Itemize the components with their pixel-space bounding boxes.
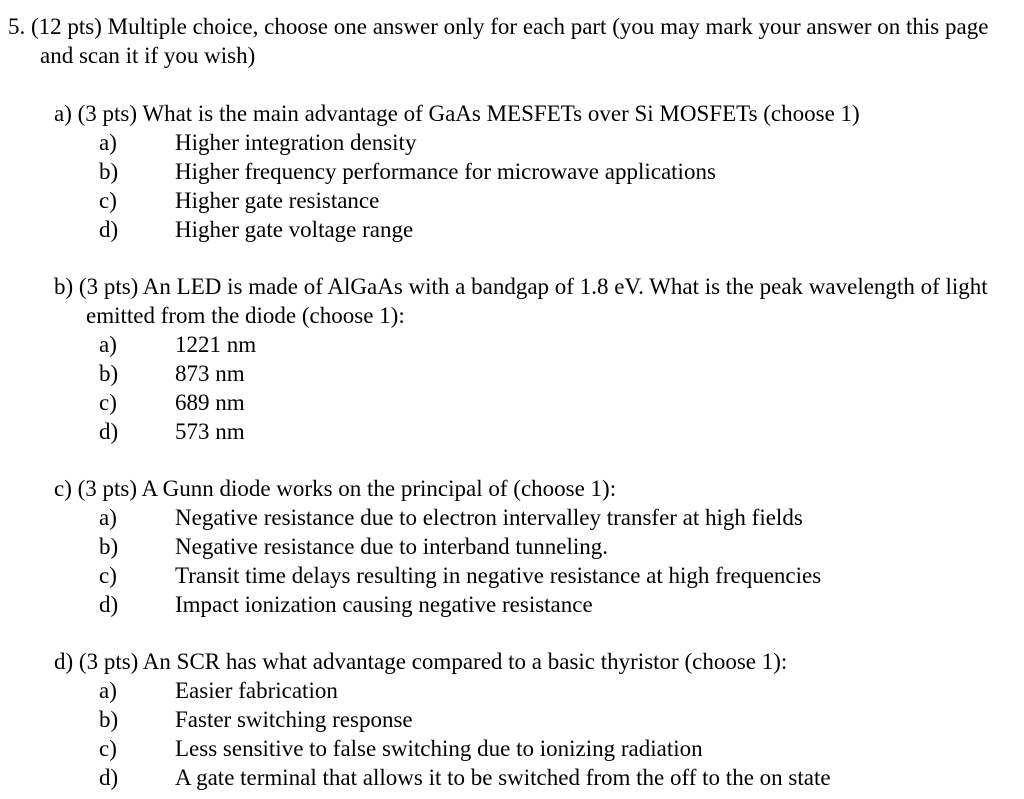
option-letter: c) [99,188,117,213]
option-text: Transit time delays resulting in negative resistance at high frequencies [175,563,822,588]
option-text: Faster switching response [175,707,413,732]
answer-option[interactable] [8,186,1008,215]
option-letter: c) [99,390,117,415]
option-text: 689 nm [175,390,245,415]
document [8,12,1008,792]
answer-option[interactable] [8,417,1008,446]
option-letter: c) [99,563,117,588]
option-text: Impact ionization causing negative resistance [175,592,593,617]
option-letter: a) [99,678,117,703]
option-text: Less sensitive to false switching due to ionizing radiation [175,736,703,761]
answer-option[interactable] [8,215,1008,244]
option-letter: d) [99,592,119,617]
option-letter: c) [99,736,117,761]
answer-option[interactable] [8,734,1008,763]
option-letter: a) [99,332,117,357]
question-header: 5. (12 pts) Multiple choice, choose one answer only for each part (you may mark your answer on this page and scan it if you wish) [8,14,989,68]
option-text: Negative resistance due to interband tunneling. [175,534,609,559]
answer-option[interactable] [8,676,1008,705]
option-text: 873 nm [175,361,245,386]
answer-option[interactable] [8,330,1008,359]
option-text: 1221 nm [175,332,257,357]
option-text: A gate terminal that allows it to be switched from the off to the on state [175,765,831,790]
answer-option[interactable] [8,359,1008,388]
answer-option[interactable] [8,561,1008,590]
option-letter: d) [99,217,119,242]
answer-option[interactable] [8,157,1008,186]
option-letter: b) [99,159,119,184]
option-text: Negative resistance due to electron intervalley transfer at high fields [175,505,803,530]
option-letter: b) [99,361,119,386]
answer-option[interactable] [8,128,1008,157]
option-letter: d) [99,765,119,790]
option-text: Higher frequency performance for microwave applications [175,159,716,184]
option-text: 573 nm [175,419,245,444]
part-stem: d) (3 pts) An SCR has what advantage compared to a basic thyristor (choose 1): [54,649,788,674]
answer-option[interactable] [8,705,1008,734]
part-stem: a) (3 pts) What is the main advantage of GaAs MESFETs over Si MOSFETs (choose 1) [54,101,860,126]
option-text: Easier fabrication [175,678,338,703]
option-letter: b) [99,534,119,559]
option-text: Higher gate resistance [175,188,380,213]
part-stem: c) (3 pts) A Gunn diode works on the principal of (choose 1): [54,476,617,501]
option-text: Higher integration density [175,130,417,155]
option-letter: d) [99,419,119,444]
answer-option[interactable] [8,532,1008,561]
answer-option[interactable] [8,388,1008,417]
answer-option[interactable] [8,590,1008,619]
option-letter: b) [99,707,119,732]
option-letter: a) [99,505,117,530]
part-stem: b) (3 pts) An LED is made of AlGaAs with a bandgap of 1.8 eV. What is the peak wavelength of light emitted from the diode (choose 1): [54,274,988,328]
option-letter: a) [99,130,117,155]
answer-option[interactable] [8,503,1008,532]
option-text: Higher gate voltage range [175,217,414,242]
answer-option[interactable] [8,763,1008,792]
